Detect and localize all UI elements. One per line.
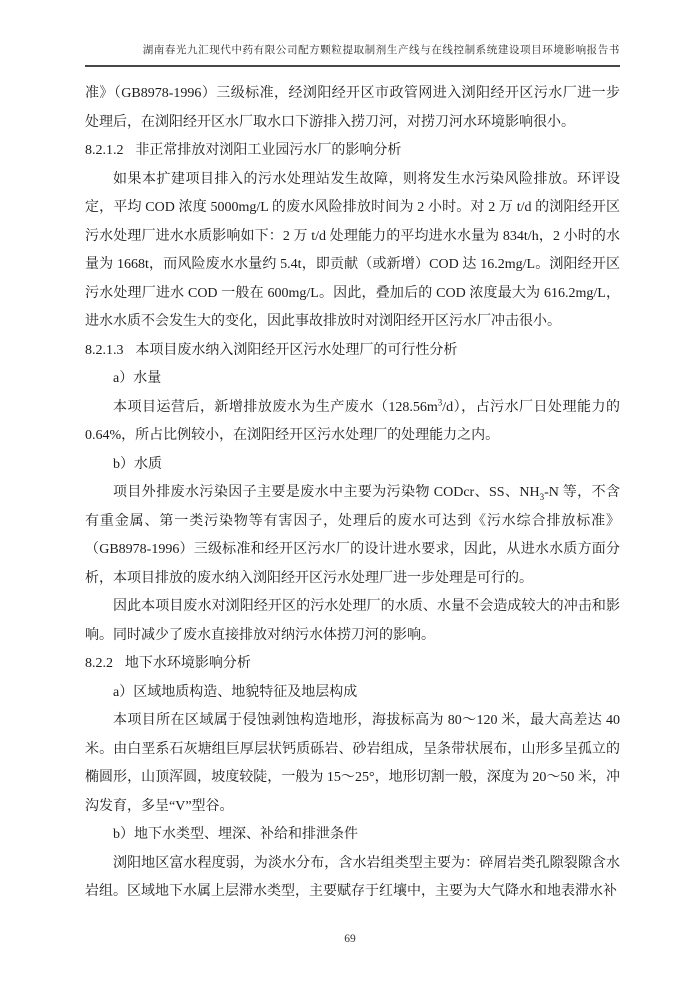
paragraph: [85, 479, 620, 593]
section-number: 8.2.1.2: [85, 143, 124, 158]
paragraph-text: 本项目运营后，新增排放废水为生产废水（128.56m: [113, 399, 438, 415]
superscript: 3: [437, 396, 443, 407]
paragraph: 因此本项目废水对浏阳经开区的污水处理厂的水质、水量不会造成较大的冲击和影响。同时减少了废水直接排放对纳污水体捞刀河的影响。: [85, 599, 620, 643]
page-header-title: 湖南春光九汇现代中药有限公司配方颗粒提取制剂生产线与在线控制系统建设项目环境影响报告书: [85, 42, 620, 67]
paragraph-text: 项目外排废水污染因子主要是废水中主要为污染物 CODcr、SS、NH: [113, 485, 540, 500]
subscript: 3: [539, 491, 545, 502]
paragraph-text: /d），占污水厂日处理能力的 0.64%，所占比例较小，在浏阳经开区污水处理厂的处理能力之内。: [85, 399, 620, 443]
paragraph: 如果本扩建项目排入的污水处理站发生故障，则将发生水污染风险排放。环评设定，平均 COD 浓度 5000mg/L 的废水风险排放时间为 2 小时。对 2 万 t/d 的浏阳经开区污水处理厂进水水质影响如下：2 万 t/d 处理能力的平均进水水量为 834t/h，2 小时的水量为 1668t，而风险废水水量约 5.4t，即贡献（或新增）COD 达 16.2mg/L。浏阳经开区污水处理厂进水 COD 一般在 600mg/L。因此，叠加后的 COD 浓度最大为 616.2mg/L，进水水质不会发生大的变化，因此事故排放时对浏阳经开区污水厂冲击很小。: [85, 171, 620, 329]
section-heading: [85, 337, 620, 366]
paragraph: 本项目所在区域属于侵蚀剥蚀构造地形，海拔标高为 80～120 米，最大高差达 40 米。由白垩系石灰塘组巨厚层状钙质砾岩、砂岩组成，呈条带状展布，山形多呈孤立的椭圆形，山顶浑圆，坡度较陡，一般为 15～25°，地形切割一般，深度为 20～50 米，冲沟发育，多呈“V”型谷。: [85, 713, 620, 814]
section-heading: [85, 137, 620, 166]
section-title: 地下水环境影响分析: [124, 656, 251, 671]
page-number: 69: [344, 933, 356, 945]
list-item-label: a）水量: [113, 371, 162, 386]
document-body: [85, 80, 620, 907]
section-title: 非正常排放对浏阳工业园污水厂的影响分析: [135, 143, 402, 158]
section-heading: [85, 650, 620, 679]
paragraph-text: -N 等，不含有重金属、第一类污染物等有害因子，处理后的废水可达到《污水综合排放标准》（GB8978-1996）三级标准和经开区污水厂的设计进水要求，因此，从进水水质方面分析，本项目排放的废水纳入浏阳经开区污水处理厂进一步处理是可行的。: [85, 485, 620, 586]
paragraph: 准》（GB8978-1996）三级标准，经浏阳经开区市政管网进入浏阳经开区污水厂进一步处理后，在浏阳经开区水厂取水口下游排入捞刀河，对捞刀河水环境影响很小。: [85, 86, 620, 130]
section-number: 8.2.2: [85, 656, 113, 671]
section-title: 本项目废水纳入浏阳经开区污水处理厂的可行性分析: [135, 342, 458, 358]
list-item-label: a）区域地质构造、地貌特征及地层构成: [113, 684, 358, 700]
paragraph: [85, 394, 620, 451]
list-item-label: b）水质: [113, 456, 162, 472]
list-item-label: b）地下水类型、埋深、补给和排泄条件: [113, 827, 358, 842]
section-number: 8.2.1.3: [85, 342, 124, 358]
paragraph: 浏阳地区富水程度弱，为淡水分布，含水岩组类型主要为：碎屑岩类孔隙裂隙含水岩组。区域地下水属上层滞水类型，主要赋存于红壤中，主要为大气降水和地表滞水补: [85, 855, 620, 899]
